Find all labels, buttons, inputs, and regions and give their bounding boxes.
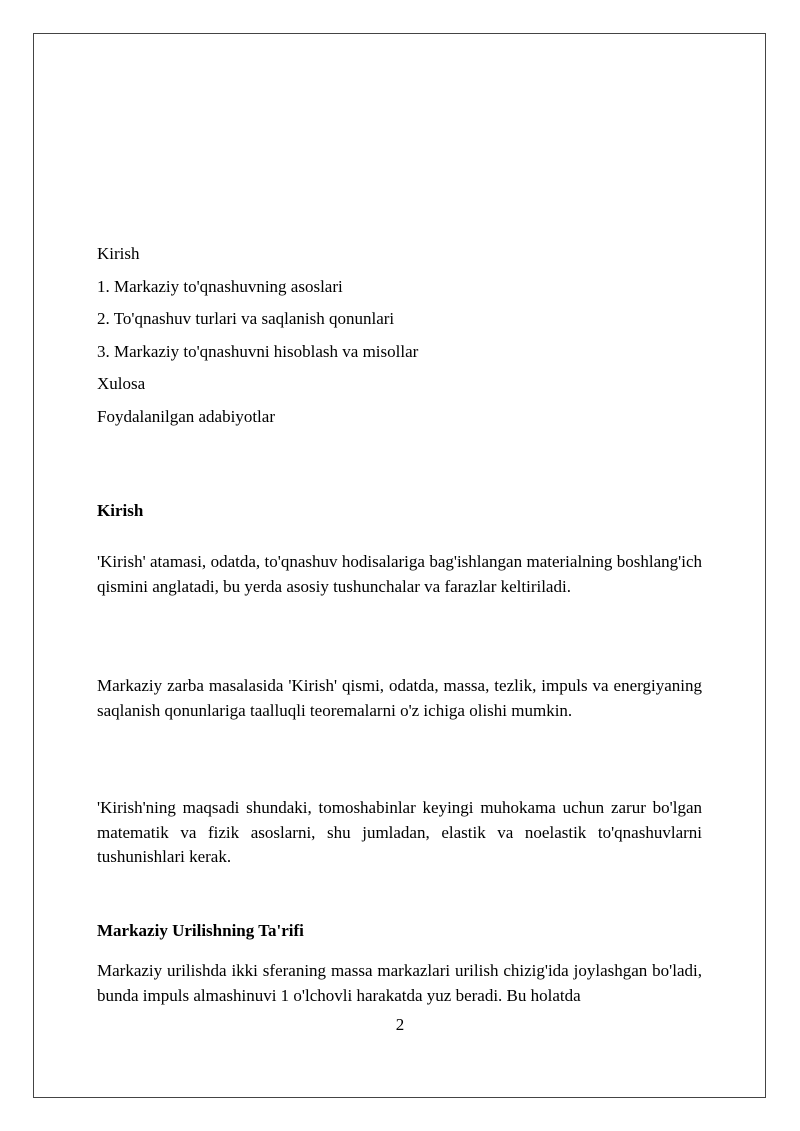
toc-item-introduction: Kirish [97, 244, 140, 263]
definition-heading: Markaziy Urilishning Ta'rifi [97, 921, 304, 940]
toc-item-chapter-3: 3. Markaziy to'qnashuvni hisoblash va misollar [97, 341, 419, 361]
toc-item-chapter-2: 2. To'qnashuv turlari va saqlanish qonunlari [97, 309, 395, 328]
intro-heading: Kirish [97, 501, 144, 520]
intro-paragraph-2: Markaziy zarba masalasida 'Kirish' qismi, odatda, massa, tezlik, impuls va energiyaning saqlanish qonunlariga taalluqli teoremalarni o'z ichiga olishi mumkin. [97, 676, 702, 720]
toc-item-references: Foydalanilgan adabiyotlar [97, 406, 275, 426]
intro-paragraph-1: 'Kirish' atamasi, odatda, to'qnashuv hodisalariga bag'ishlangan materialning boshlang'ich qismini anglatadi, bu yerda asosiy tushunchalar va farazlar keltiriladi. [97, 552, 702, 596]
table-of-contents [97, 243, 707, 438]
page-number: 2 [395, 1015, 405, 1034]
toc-item-chapter-1: 1. Markaziy to'qnashuvning asoslari [97, 276, 343, 296]
intro-paragraph-3: 'Kirish'ning maqsadi shundaki, tomoshabinlar keyingi muhokama uchun zarur bo'lgan matematik va fizik asoslarni, shu jumladan, elastik va noelastik to'qnashuvlarni tushunishlari kerak. [97, 798, 702, 866]
definition-paragraph: Markaziy urilishda ikki sferaning massa markazlari urilish chizig'ida joylashgan bo'ladi, bunda impuls almashinuvi 1 o'lchovli harakatda yuz beradi. Bu holatda [97, 961, 702, 1005]
toc-item-conclusion: Xulosa [97, 374, 146, 393]
